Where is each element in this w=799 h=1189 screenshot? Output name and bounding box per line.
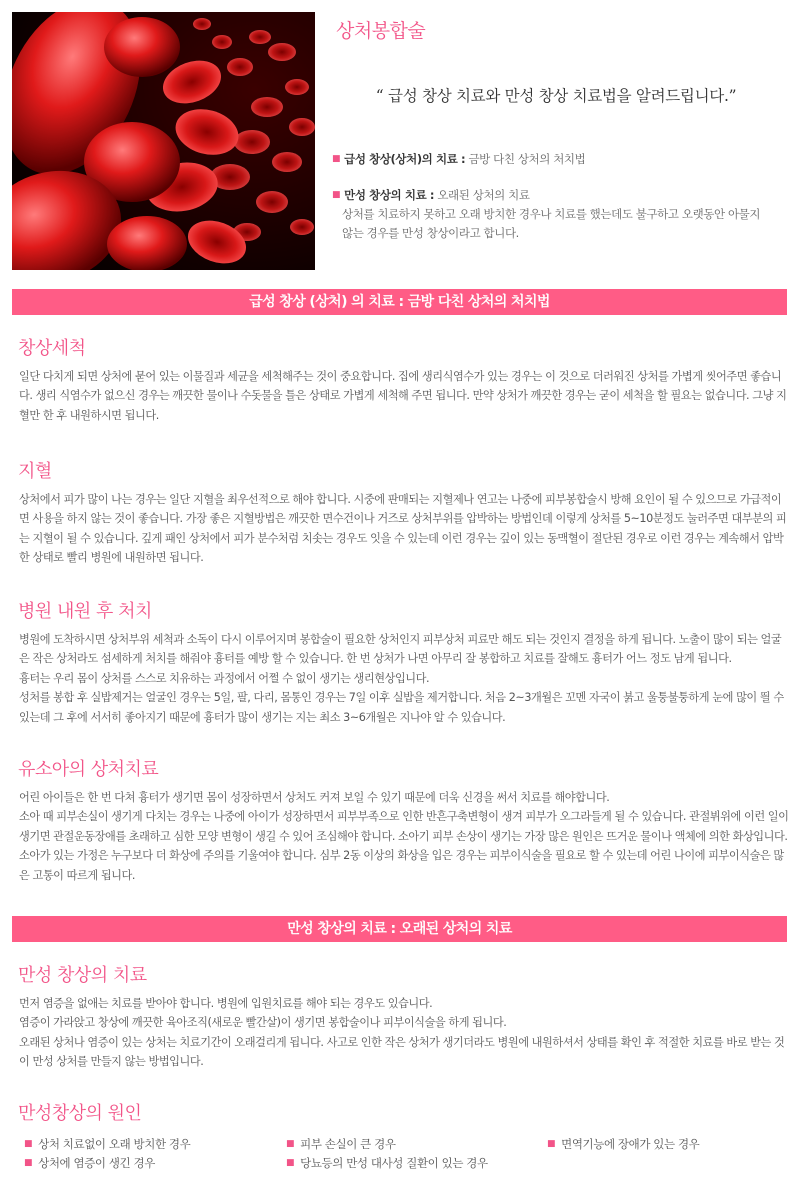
square-bullet-icon: ■	[24, 1158, 33, 1168]
heading-wound-cleaning: 창상세척	[18, 338, 86, 359]
blood-cells-image	[12, 12, 315, 270]
cause-text: 상처에 염증이 생긴 경우	[38, 1156, 155, 1170]
paragraph-text: 어린 아이들은 한 번 다쳐 흉터가 생기면 몸이 성장하면서 상처도 커져 보일 수 있기 때문에 더욱 신경을 써서 치료를 해야합니다.	[19, 791, 610, 804]
definition-acute	[332, 150, 772, 169]
paragraph-text: 병원에 도착하시면 상처부위 세척과 소독이 다시 이루어지며 봉합술이 필요한 상처인지 피부상처 피료만 해도 되는 것인지 결정을 하게 됩니다. 노출이 많이 되는 얼굴은 작은 상처라도 섬세하게 처치를 해줘야 흉터를 예방 할 수 있습니다. 한 번 상처가 나면 아무리 잘 봉합하고 치료를 잘해도 흉터가 어느 정도 남게 됩니다.	[19, 633, 782, 666]
paragraph-hospital-treatment	[19, 630, 789, 727]
cause-text: 면역기능에 장애가 있는 경우	[561, 1137, 700, 1151]
heading-chronic-treatment: 만성 창상의 치료	[18, 965, 147, 986]
paragraph-wound-cleaning	[19, 367, 789, 425]
definition-chronic	[332, 186, 772, 243]
definition-desc: 금방 다친 상처의 처치법	[465, 152, 586, 166]
heading-hospital-treatment: 병원 내원 후 처치	[18, 601, 152, 622]
section-bar-acute: 급성 창상 (상처) 의 치료 : 금방 다친 상처의 처치법	[12, 289, 787, 315]
definition-desc: 오래된 상처의 치료	[434, 188, 530, 202]
paragraph-text: 염증이 가라앉고 창상에 깨끗한 육아조직(새로운 빨간살)이 생기면 봉합술이나 피부이식술을 하게 됩니다.	[19, 1016, 507, 1030]
heading-hemostasis: 지혈	[18, 461, 52, 482]
square-bullet-icon: ■	[332, 154, 341, 164]
paragraph-text: 일단 다치게 되면 상처에 묻어 있는 이물질과 세균을 세척해주는 것이 중요합니다. 집에 생리식염수가 있는 경우는 이 것으로 더러워진 상처를 가볍게 씻어주면 좋습니다. 생리 식염수가 없으신 경우는 깨끗한 물이나 수돗물을 틀은 상태로 가볍게 세척해 주면 됩니다. 만약 상처가 깨끗한 경우는 굳이 세척을 할 필요는 없습니다. 그냥 지혈만 한 후 내원하시면 됩니다.	[19, 370, 787, 422]
paragraph-text: 소아 때 피부손실이 생기게 다치는 경우는 나중에 아이가 성장하면서 피부부족으로 인한 반흔구축변형이 생겨 피부가 오그라들게 될 수 있습니다. 관절뷔위에 이런 일이 생기면 관절운동장애를 초래하고 심한 모양 변형이 생길 수 있어 조심해야 합니다. 소아기 피부 손상이 생기는 가장 많은 원인은 뜨거운 물이나 액체에 의한 화상입니다. 소아가 있는 가정은 누구보다 더 화상에 주의를 기울여야 합니다. 심부 2동 이상의 화상을 입은 경우는 피부이식술을 필요로 할 수 있는데 어린 나이에 피부이식술은 많은 고통이 따르게 됩니다.	[19, 810, 789, 882]
paragraph-text: 흉터는 우리 몸이 상처를 스스로 치유하는 과정에서 어쩔 수 없이 생기는 생리현상입니다.	[19, 671, 430, 685]
paragraph-text: 성처를 봉합 후 실밥제거는 얼굴인 경우는 5일, 팔, 다리, 몸통인 경우는 7일 이후 실밥을 제거합니다. 처음 2~3개월은 꼬멘 자국이 붉고 울퉁불퉁하게 눈에 많이 띌 수 있는데 그 후에 서서히 좋아지기 때문에 흉터가 많이 생기는 지는 최소 3~6개월은 지나야 알 수 있습니다.	[19, 691, 784, 724]
intro-quote: “ 급성 창상 치료와 만성 창상 치료법을 알려드립니다.”	[375, 87, 737, 105]
heading-chronic-causes: 만성창상의 원인	[18, 1103, 142, 1124]
square-bullet-icon: ■	[547, 1139, 556, 1149]
paragraph-child-wound	[19, 788, 789, 885]
paragraph-text: 상처에서 피가 많이 나는 경우는 일단 지혈을 최우선적으로 해야 합니다. 시중에 판매되는 지혈제나 연고는 나중에 피부봉합술시 방해 요인이 될 수 있으므로 가급적이면 사용을 하지 않는 것이 좋습니다. 가장 좋은 지혈방법은 깨끗한 면수건이나 거즈로 상처부위를 압박하는 방법인데 이렇게 상처를 5~10분정도 눌러주면 대부분의 피는 지혈이 될 수 있습니다. 깊게 패인 상처에서 피가 분수처럼 치솟는 경우도 잇을 수 있는데 이런 경우는 깊이 있는 동맥혈이 절단된 경우로 이런 경우는 계속해서 압박한 상태로 빨리 병원에 내원하면 됩니다.	[19, 493, 787, 565]
definition-term: 만성 창상의 치료 :	[344, 188, 435, 202]
definition-term: 급성 창상(상처)의 치료 :	[344, 152, 466, 166]
list-item	[286, 1134, 396, 1154]
square-bullet-icon: ■	[286, 1158, 295, 1168]
paragraph-chronic-treatment	[19, 994, 789, 1072]
list-item	[24, 1153, 155, 1173]
paragraph-text: 먼저 염증을 없애는 치료를 받아야 합니다. 병원에 입원치료를 해야 되는 경우도 있습니다.	[19, 997, 433, 1010]
square-bullet-icon: ■	[332, 190, 341, 200]
square-bullet-icon: ■	[286, 1139, 295, 1149]
cause-text: 피부 손실이 큰 경우	[300, 1137, 396, 1151]
paragraph-hemostasis	[19, 490, 789, 568]
definition-detail: 상처를 치료하지 못하고 오래 방치한 경우나 치료를 했는데도 불구하고 오랫동안 아물지 않는 경우를 만성 창상이라고 합니다.	[342, 207, 761, 240]
list-item	[24, 1134, 190, 1154]
cause-text: 상처 치료없이 오래 방치한 경우	[38, 1137, 191, 1151]
list-item	[286, 1153, 488, 1173]
page-title: 상처봉합술	[336, 20, 426, 42]
cause-text: 당뇨등의 만성 대사성 질환이 있는 경우	[300, 1156, 488, 1170]
square-bullet-icon: ■	[24, 1139, 33, 1149]
section-bar-chronic: 만성 창상의 치료 : 오래된 상처의 치료	[12, 916, 787, 942]
list-item	[547, 1134, 699, 1154]
heading-child-wound: 유소아의 상처치료	[18, 759, 159, 780]
paragraph-text: 오래된 상처나 염증이 있는 상처는 치료기간이 오래걸리게 됩니다. 사고로 인한 작은 상처가 생기더라도 병원에 내원하셔서 상태를 확인 후 적절한 치료를 바로 받는 것이 만성 상처를 만들지 않는 방법입니다.	[19, 1035, 785, 1069]
